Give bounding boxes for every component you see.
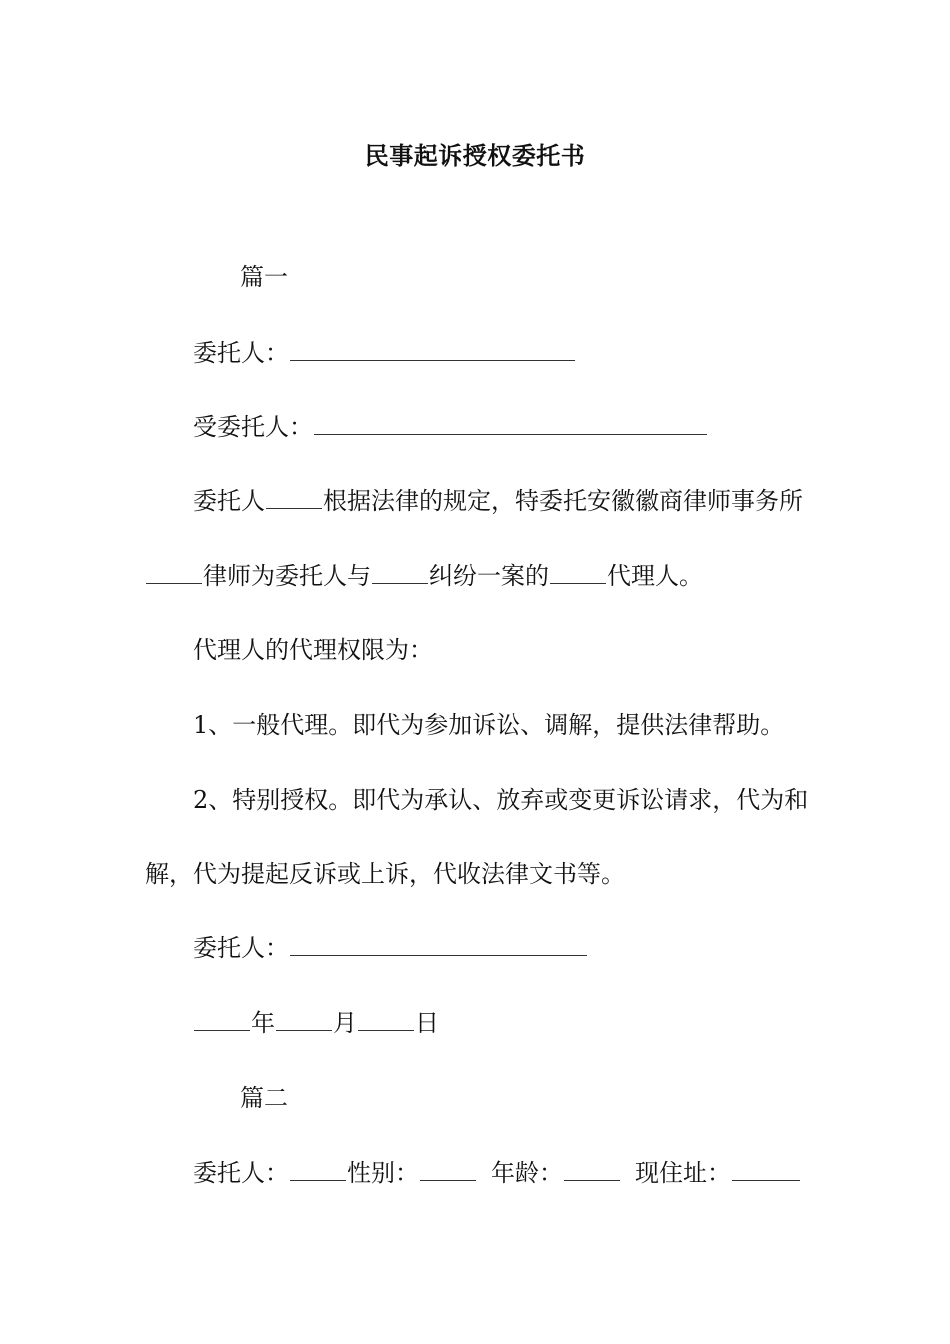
date-line: [193, 1007, 439, 1039]
gender-label: 性别：: [347, 1159, 419, 1187]
principal-blank[interactable]: [290, 338, 575, 361]
agent-blank[interactable]: [314, 412, 707, 435]
month-blank[interactable]: [276, 1008, 332, 1031]
authority-item-2-text-a: 2、特别授权。即代为承认、放弃或变更诉讼请求，代为和: [193, 786, 809, 814]
signature-line: [193, 932, 588, 964]
signature-label: 委托人：: [193, 934, 289, 962]
address-blank[interactable]: [732, 1158, 800, 1181]
year-blank[interactable]: [194, 1008, 250, 1031]
part2-principal-label: 委托人：: [193, 1159, 289, 1187]
part1-heading: [240, 261, 288, 293]
authority-intro-text: 代理人的代理权限为：: [193, 636, 433, 664]
para1-text-d: 纠纷一案的: [429, 562, 549, 590]
part2-principal-line: [193, 1157, 801, 1189]
para1-text-b: 根据法律的规定，特委托安徽徽商律师事务所: [323, 487, 803, 515]
day-label: 日: [415, 1009, 439, 1037]
para1-blank-lawyer[interactable]: [146, 561, 202, 584]
age-blank[interactable]: [564, 1158, 620, 1181]
part2-heading-text: 篇二: [240, 1084, 288, 1112]
signature-blank[interactable]: [290, 933, 587, 956]
authority-intro: [193, 634, 433, 666]
age-label: 年龄：: [491, 1159, 563, 1187]
authority-item-2-text-b: 解，代为提起反诉或上诉，代收法律文书等。: [145, 860, 625, 888]
authority-item-1: [193, 709, 784, 741]
document-title: 民事起诉授权委托书: [364, 141, 586, 170]
para1-line2: [145, 560, 703, 592]
agent-line: [193, 411, 708, 443]
para1-blank-role[interactable]: [550, 561, 606, 584]
para1-line1: [193, 485, 803, 517]
day-blank[interactable]: [358, 1008, 414, 1031]
principal-line: [193, 337, 576, 369]
part1-heading-text: 篇一: [240, 263, 288, 291]
gender-blank[interactable]: [420, 1158, 476, 1181]
para1-text-e: 代理人。: [607, 562, 703, 590]
year-label: 年: [251, 1009, 275, 1037]
para1-text-c: 律师为委托人与: [203, 562, 371, 590]
principal-label: 委托人：: [193, 339, 289, 367]
authority-item-2-line1: [193, 784, 808, 816]
para1-text-a: 委托人: [193, 487, 265, 515]
month-label: 月: [333, 1009, 357, 1037]
para1-blank-party[interactable]: [372, 561, 428, 584]
agent-label: 受委托人：: [193, 413, 313, 441]
para1-blank-principal[interactable]: [266, 486, 322, 509]
part2-principal-blank[interactable]: [290, 1158, 346, 1181]
authority-item-2-line2: [145, 858, 625, 890]
part2-heading: [240, 1082, 288, 1114]
address-label: 现住址：: [635, 1159, 731, 1187]
authority-item-1-text: 1、一般代理。即代为参加诉讼、调解，提供法律帮助。: [193, 711, 785, 739]
